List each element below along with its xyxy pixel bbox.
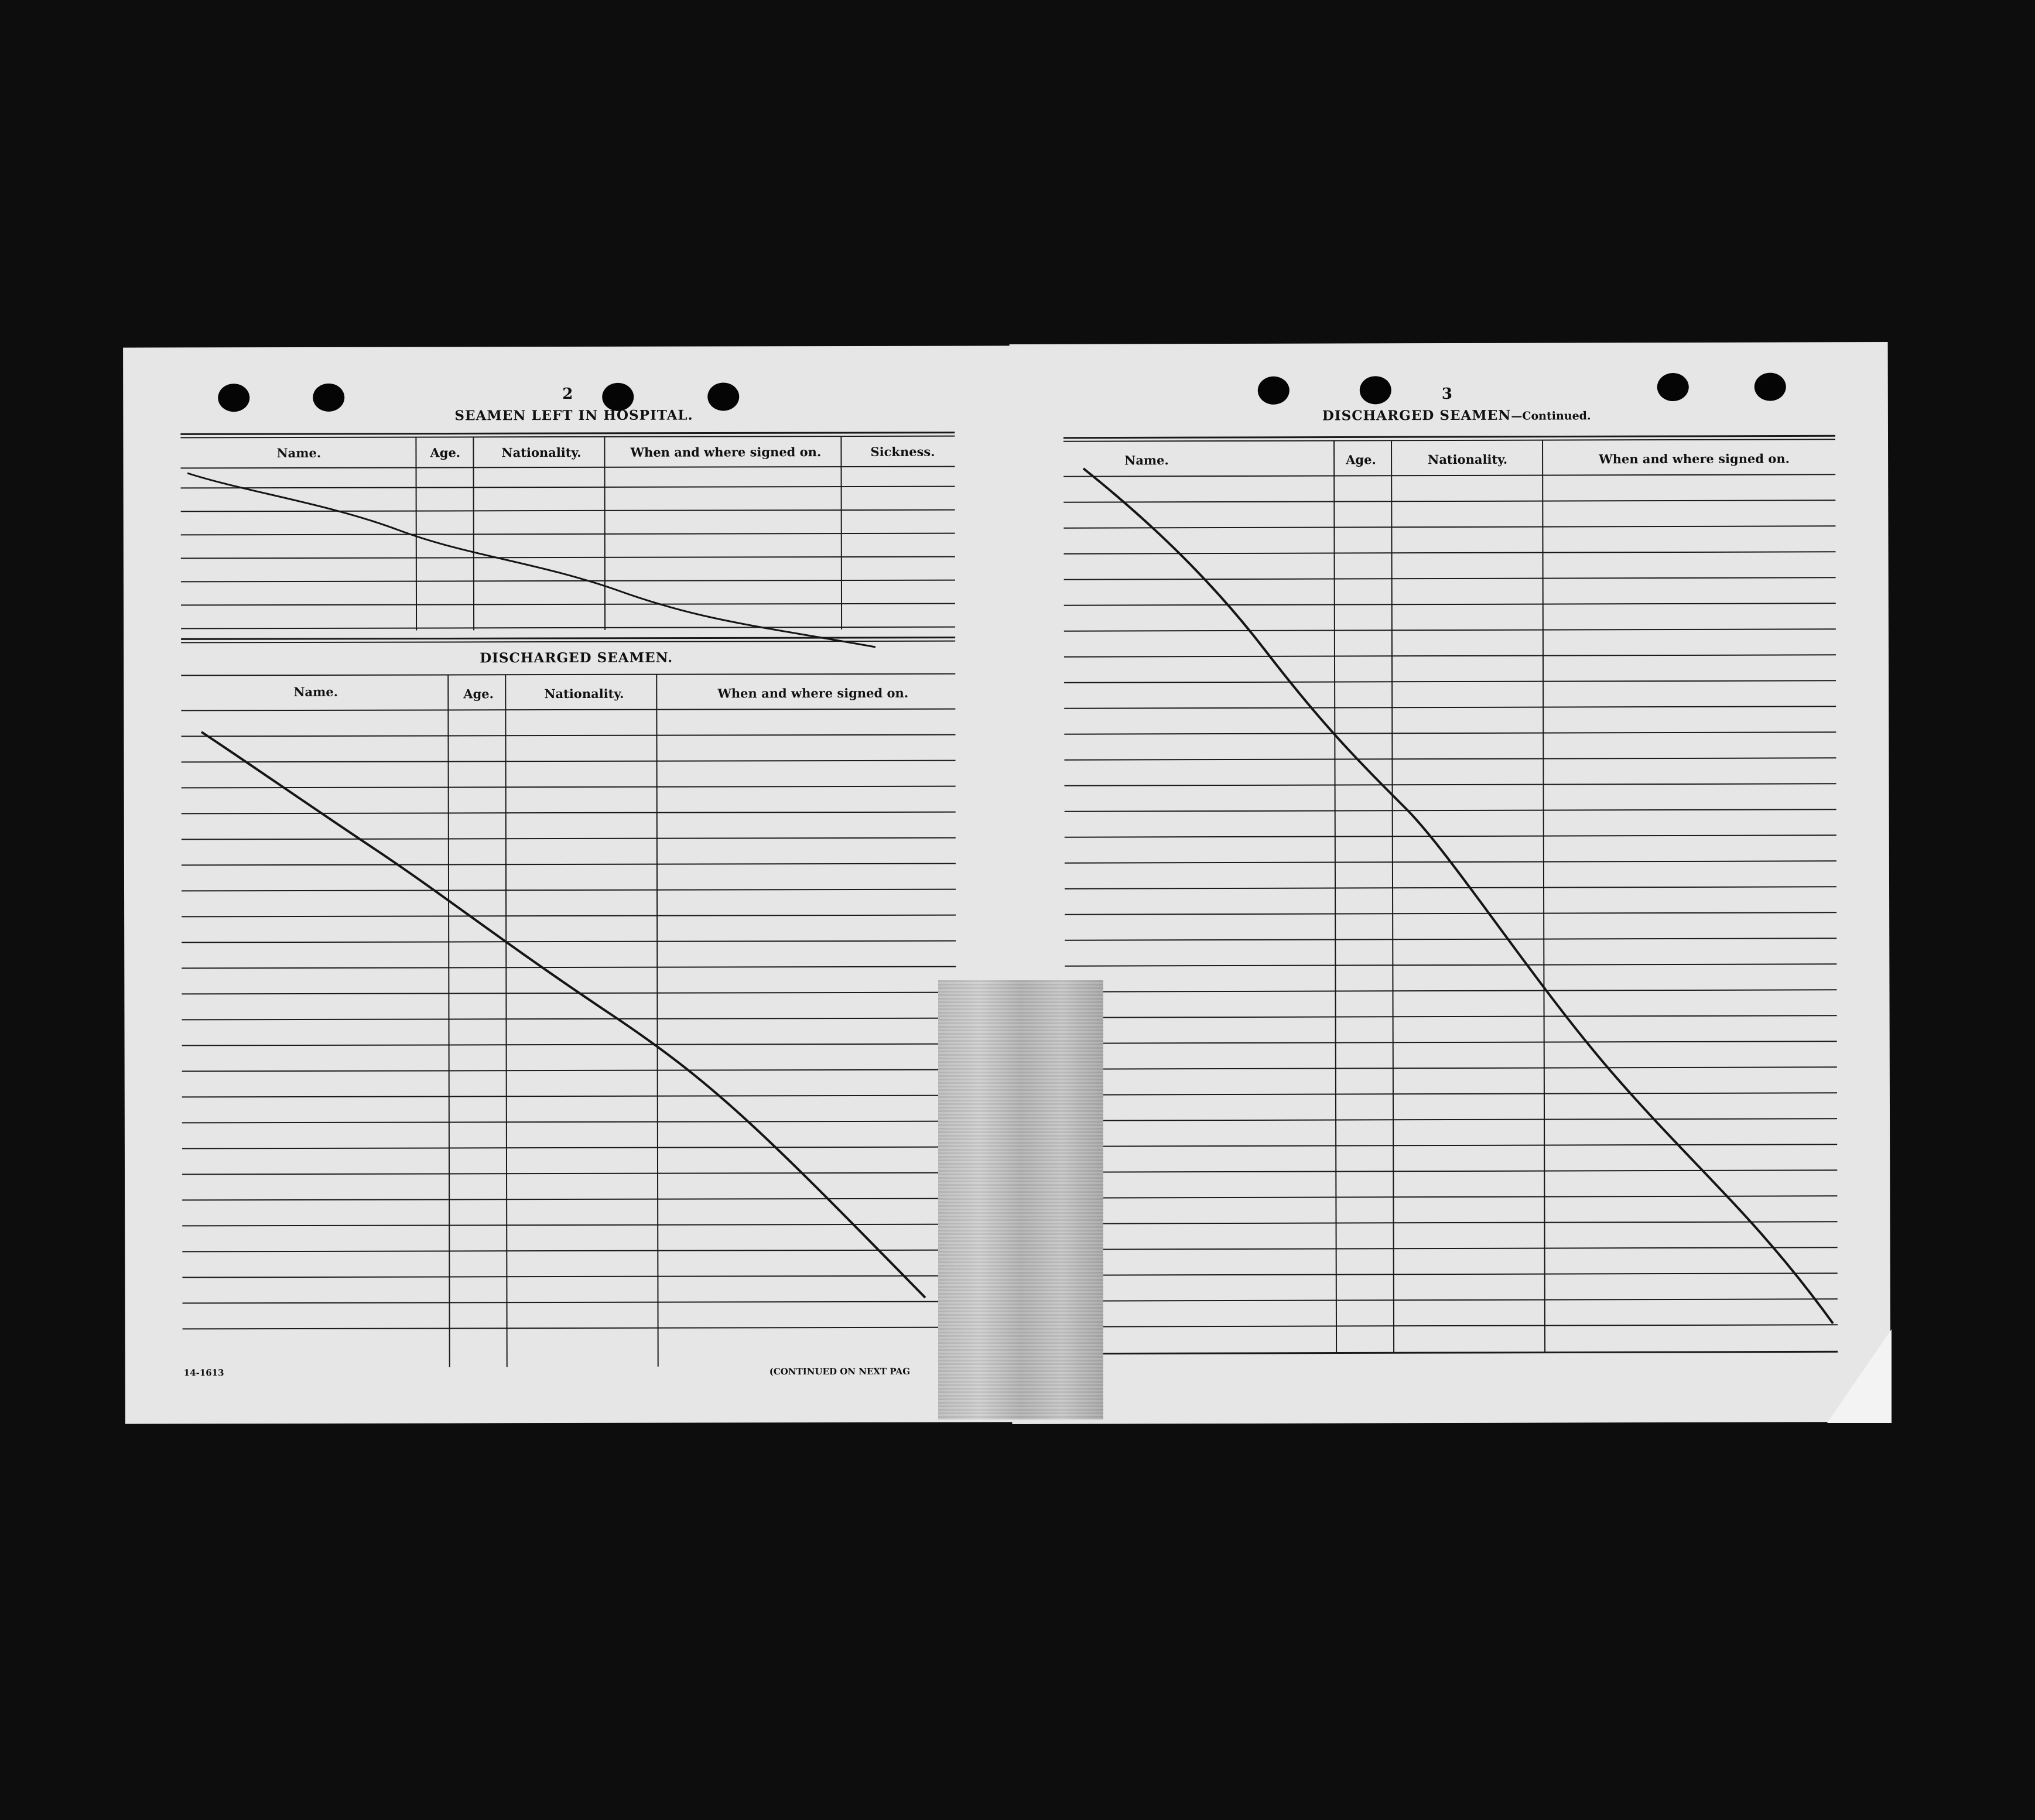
column-header-age: Age. (463, 686, 494, 702)
title-suffix: —Continued. (1511, 409, 1591, 423)
form-number: 14-1613 (183, 1367, 224, 1378)
column-header-age: Age. (1346, 452, 1376, 467)
page-number: 2 (562, 385, 573, 403)
column-header-sickness: Sickness. (870, 444, 935, 459)
hospital-section-title: SEAMEN LEFT IN HOSPITAL. (454, 407, 693, 424)
column-header-nationality: Nationality. (1428, 451, 1508, 467)
page-number: 3 (1441, 385, 1452, 403)
hospital-cancel-stroke (187, 473, 875, 647)
title-text: DISCHARGED SEAMEN (1322, 407, 1511, 424)
column-header-age: Age. (430, 445, 461, 460)
column-header-when-where: When and where signed on. (717, 685, 909, 701)
discharged-section-title: DISCHARGED SEAMEN. (480, 649, 673, 666)
column-header-name: Name. (1124, 453, 1169, 468)
column-header-nationality: Nationality. (544, 686, 624, 702)
column-header-nationality: Nationality. (501, 444, 582, 460)
column-header-name: Name. (293, 684, 338, 699)
discharged-cancel-stroke (201, 732, 925, 1298)
continued-note: (CONTINUED ON NEXT PAG (769, 1366, 911, 1377)
continued-cancel-stroke (1083, 468, 1833, 1323)
column-header-name: Name. (276, 445, 322, 461)
column-header-when-where: When and where signed on. (630, 444, 822, 460)
column-header-when-where: When and where signed on. (1599, 451, 1790, 467)
